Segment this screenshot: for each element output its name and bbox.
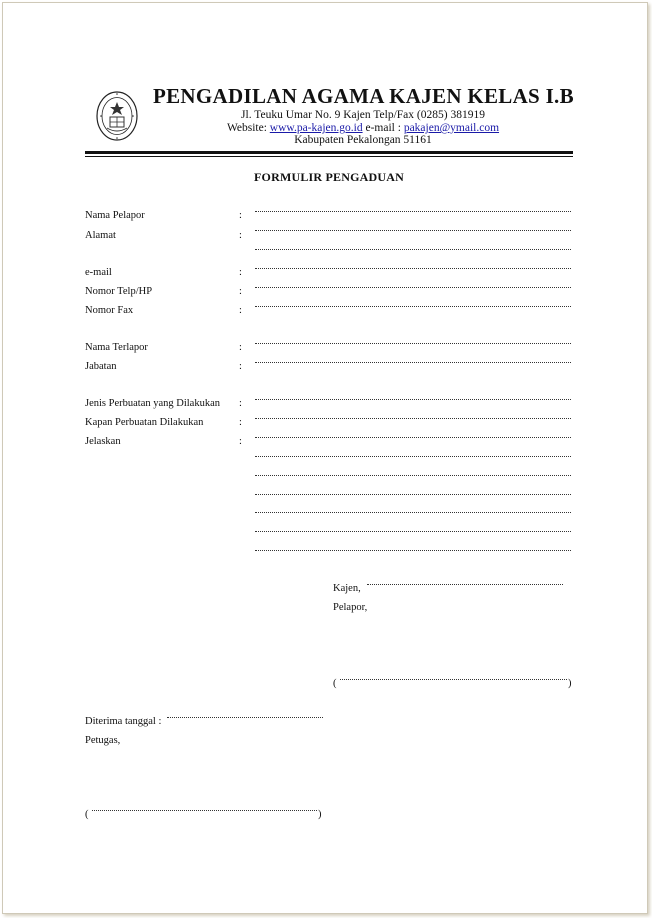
field-label-email: e-mail [85,267,112,278]
reporter-name-open: ( [333,678,337,689]
address-line-1[interactable] [255,229,571,231]
field-colon: : [239,267,242,278]
court-contact [153,122,573,134]
field-label-reporter-name: Nama Pelapor [85,210,145,221]
header-rule-thin [85,156,573,157]
field-label-fax: Nomor Fax [85,305,134,316]
court-name: PENGADILAN AGAMA KAJEN KELAS I.B [153,84,574,108]
reporter-name-line[interactable] [255,210,571,212]
field-label-reported-name: Nama Terlapor [85,342,148,353]
signature-place-label: Kajen, [333,583,361,594]
website-label: Website: [226,122,267,134]
act-time-line[interactable] [255,417,571,419]
explanation-line-3[interactable] [255,474,571,476]
email-label: e-mail : [365,122,401,134]
position-line[interactable] [255,361,571,363]
court-seal-icon [95,90,139,142]
reporter-label: Pelapor, [333,602,368,613]
reported-name-line[interactable] [255,342,571,344]
phone-line[interactable] [255,286,571,288]
field-label-act-time: Kapan Perbuatan Dilakukan [85,417,204,428]
reporter-name-close: ) [568,678,572,689]
form-title: FORMULIR PENGADUAN [254,170,404,184]
field-label-act-type: Jenis Perbuatan yang Dilakukan [85,398,221,409]
website-link[interactable]: www.pa-kajen.go.id [269,122,363,134]
received-date-line[interactable] [167,716,323,718]
field-label-position: Jabatan [85,361,117,372]
field-colon: : [239,230,242,241]
letterhead [3,3,647,163]
field-label-address: Alamat [85,230,116,241]
field-colon: : [239,417,242,428]
field-colon: : [239,342,242,353]
document-page [2,2,648,914]
field-colon: : [239,210,242,221]
address-line-2[interactable] [255,248,571,250]
court-regency: Kabupaten Pekalongan 51161 [294,134,432,146]
field-colon: : [239,361,242,372]
officer-name-close: ) [318,809,322,820]
officer-label: Petugas, [85,735,121,746]
officer-signature-line[interactable] [92,809,317,811]
signature-date-line[interactable] [367,583,563,585]
explanation-line-2[interactable] [255,455,571,457]
email-line[interactable] [255,267,571,269]
email-link[interactable]: pakajen@ymail.com [403,122,500,134]
explanation-line-5[interactable] [255,511,571,513]
field-colon: : [239,436,242,447]
field-label-phone: Nomor Telp/HP [85,286,153,297]
act-type-line[interactable] [255,398,571,400]
explanation-line-1[interactable] [255,436,571,438]
field-colon: : [239,398,242,409]
court-address: Jl. Teuku Umar No. 9 Kajen Telp/Fax (0285) 381919 [241,109,485,121]
field-colon: : [239,305,242,316]
explanation-line-6[interactable] [255,530,571,532]
header-rule-thick [85,151,573,154]
explanation-line-4[interactable] [255,493,571,495]
reporter-signature-line[interactable] [340,678,567,680]
fax-line[interactable] [255,305,571,307]
received-date-label: Diterima tanggal : [85,716,162,727]
field-colon: : [239,286,242,297]
explanation-line-7[interactable] [255,549,571,551]
officer-name-open: ( [85,809,89,820]
field-label-explanation: Jelaskan [85,436,121,447]
